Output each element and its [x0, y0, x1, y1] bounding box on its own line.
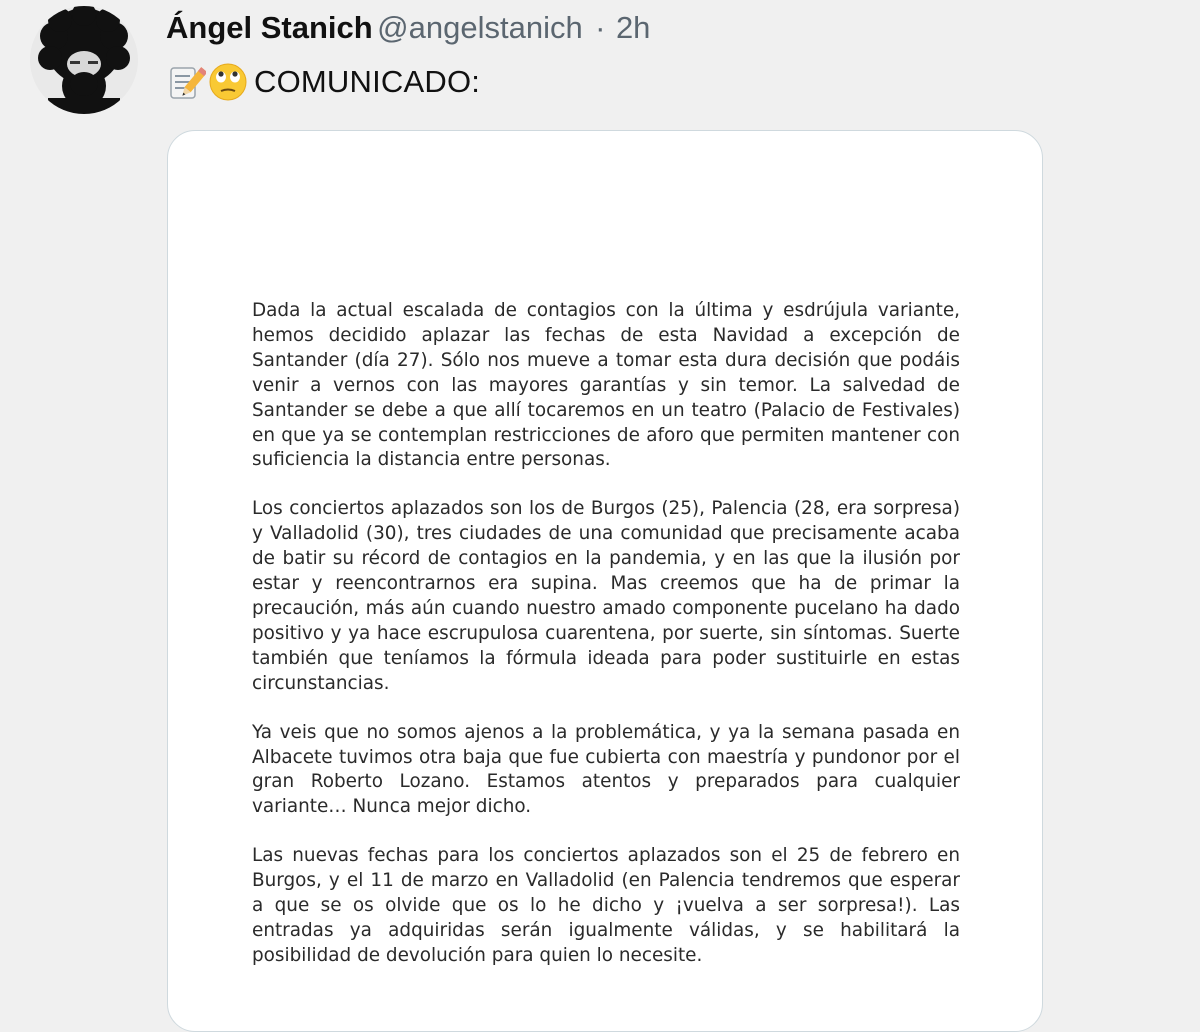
document-paragraph: Las nuevas fechas para los conciertos aplazados son el 25 de febrero en Burgos, y el 11 de marzo en Valladolid (en Palencia tendremos que esperar a que se os olvide que os lo he dicho y ¡vuelva a ser sorpresa!). Las entradas ya adquiridas serán igualmente válidas, y se habilitará la posibilidad de devolución para quien lo necesite. — [252, 845, 960, 966]
avatar-image — [30, 6, 138, 114]
memo-icon — [166, 62, 206, 102]
header-separator: · — [595, 10, 606, 45]
tweet-image-card[interactable] — [167, 130, 1043, 1032]
document-paragraph: Ya veis que no somos ajenos a la problemática, y ya la semana pasada en Albacete tuvimos otra baja que fue cubierta con maestría y pundonor por el gran Roberto Lozano. Estamos atentos y preparados para cualquier variante… Nunca mejor dicho. — [252, 721, 960, 818]
document-paragraph: Los conciertos aplazados son los de Burgos (25), Palencia (28, era sorpresa) y Valladolid (30), tres ciudades de una comunidad que precisamente acaba de batir su récord de contagios en la pandemia, y en las que la ilusión por estar y reencontrarnos era supina. Mas creemos que ha de primar la precaución, más aún cuando nuestro amado componente pucelano ha dado positivo y ya hace escrupulosa cuarentena, por suerte, sin síntomas. Suerte también que teníamos la fórmula ideada para poder sustituirle en estas circunstancias. — [252, 498, 960, 694]
author-handle[interactable]: @angelstanich — [377, 10, 583, 45]
tweet-timestamp[interactable]: 2h — [615, 10, 651, 45]
tweet-text — [166, 60, 480, 104]
statement-document — [252, 299, 960, 993]
author-avatar[interactable] — [30, 6, 138, 114]
tweet-header — [166, 10, 650, 50]
tweet-body: COMUNICADO: — [254, 64, 481, 99]
document-paragraph: Dada la actual escalada de contagios con la última y esdrújula variante, hemos decidido aplazar las fechas de esta Navidad a excepción de Santander (día 27). Sólo nos mueve a tomar esta dura decisión que podáis venir a vernos con las mayores garantías y sin temor. La salvedad de Santander se debe a que allí tocaremos en un teatro (Palacio de Festivales) en que ya se contemplan restricciones de aforo que permiten mantener con suficiencia la distancia entre personas. — [252, 300, 960, 471]
author-name[interactable]: Ángel Stanich — [166, 10, 373, 45]
face-with-rolling-eyes-icon — [208, 62, 248, 102]
